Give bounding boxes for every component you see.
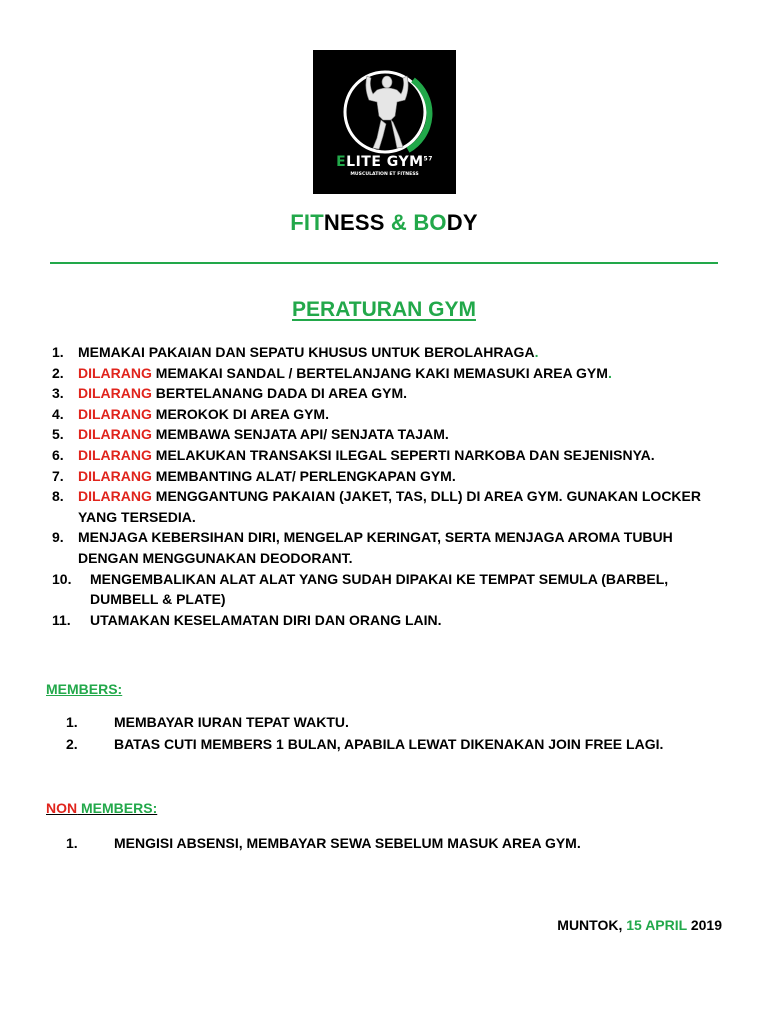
rule-prohibited-label: DILARANG — [78, 467, 152, 484]
non-members-heading-non: NON — [46, 800, 78, 816]
rule-text — [90, 610, 732, 631]
bodybuilder-figure-icon — [366, 76, 408, 149]
rule-body: MENGGANTUNG PAKAIAN (JAKET, TAS, DLL) DI AREA GYM. GUNAKAN LOCKER YANG TERSEDIA. — [78, 488, 701, 525]
rule-body: MEMAKAI SANDAL / BERTELANJANG KAKI MEMASUKI AREA GYM — [151, 364, 608, 381]
rule-prohibited-label: DILARANG — [78, 405, 152, 422]
date-text: 15 APRIL — [626, 917, 687, 933]
place-text: MUNTOK, — [557, 917, 627, 933]
rule-body: MENJAGA KEBERSIHAN DIRI, MENGELAP KERINGAT, SERTA MENJAGA AROMA TUBUH DENGAN MENGGUNAKAN DEODORANT. — [78, 529, 673, 566]
rule-body: BERTELANANG DADA DI AREA GYM. — [151, 385, 408, 402]
rule-prohibited-label: DILARANG — [78, 446, 152, 463]
rule-text — [78, 527, 732, 568]
non-members-heading-members: MEMBERS: — [77, 800, 158, 816]
rule-prohibited-label: DILARANG — [78, 488, 152, 505]
title-part-dy: DY — [446, 210, 478, 235]
page-title — [0, 210, 768, 236]
rule-number: 4. — [52, 405, 64, 422]
rule-text — [78, 486, 732, 527]
list-item-number: 2. — [66, 736, 78, 752]
rule-item — [52, 342, 732, 363]
rule-body: MENGEMBALIKAN ALAT ALAT YANG SUDAH DIPAKAI KE TEMPAT SEMULA (BARBEL, DUMBELL & PLATE) — [90, 570, 669, 608]
rule-number: 9. — [52, 529, 64, 546]
title-part-ness: NESS — [323, 210, 391, 235]
list-item-number: 1. — [66, 835, 78, 851]
list-item-text: MENGISI ABSENSI, MEMBAYAR SEWA SEBELUM MASUK AREA GYM. — [114, 835, 581, 851]
rule-body: MEMBAWA SENJATA API/ SENJATA TAJAM. — [151, 426, 449, 443]
section-title: PERATURAN GYM — [292, 298, 476, 321]
elite-gym-logo — [313, 50, 456, 194]
list-item-number: 1. — [66, 714, 78, 730]
rule-number: 2. — [52, 364, 64, 381]
members-list — [66, 711, 746, 755]
logo-superscript: 57 — [423, 155, 433, 163]
rule-text — [78, 383, 732, 404]
logo-tagline: MUSCULATION ET FITNESS — [350, 172, 419, 177]
logo-wordmark — [313, 154, 456, 170]
members-heading: MEMBERS: — [46, 681, 123, 697]
rule-text — [78, 363, 732, 384]
rule-text — [78, 342, 732, 363]
rule-body: UTAMAKAN KESELAMATAN DIRI DAN ORANG LAIN. — [90, 611, 442, 628]
rule-item — [52, 527, 732, 568]
rule-text — [90, 569, 732, 610]
rule-number: 10. — [52, 570, 72, 587]
rule-suffix: . — [534, 344, 539, 360]
rule-number: 11. — [52, 611, 71, 628]
list-item-text: MEMBAYAR IURAN TEPAT WAKTU. — [114, 714, 349, 730]
logo-wordmark-e: E — [336, 154, 347, 170]
rule-body: MEMAKAI PAKAIAN DAN SEPATU KHUSUS UNTUK BEROLAHRAGA — [78, 344, 535, 360]
rule-text — [78, 404, 732, 425]
rule-text — [78, 466, 732, 487]
rule-number: 6. — [52, 446, 64, 463]
rule-suffix: . — [607, 364, 612, 381]
rule-number: 1. — [52, 344, 64, 360]
rule-prohibited-label: DILARANG — [78, 385, 152, 402]
non-members-heading — [46, 800, 157, 816]
rule-text — [78, 424, 732, 445]
rule-item — [52, 610, 732, 631]
logo-wordmark-rest: LITE GYM — [346, 154, 424, 170]
rule-item — [52, 383, 732, 404]
rule-text — [78, 445, 732, 466]
rule-number: 5. — [52, 426, 64, 443]
rule-prohibited-label: DILARANG — [78, 364, 152, 381]
list-item — [66, 832, 746, 854]
divider-line — [50, 262, 718, 264]
rule-prohibited-label: DILARANG — [78, 426, 152, 443]
rule-body: MEMBANTING ALAT/ PERLENGKAPAN GYM. — [151, 467, 456, 484]
place-date — [557, 917, 722, 933]
rule-item — [52, 404, 732, 425]
rule-number: 3. — [52, 385, 64, 402]
non-members-list — [66, 832, 746, 854]
list-item-text: BATAS CUTI MEMBERS 1 BULAN, APABILA LEWAT DIKENAKAN JOIN FREE LAGI. — [114, 736, 664, 752]
rule-item — [52, 466, 732, 487]
list-item — [66, 733, 746, 755]
rule-item — [52, 569, 732, 610]
rule-item — [52, 486, 732, 527]
rule-body: MEROKOK DI AREA GYM. — [151, 405, 329, 422]
list-item — [66, 711, 746, 733]
rule-item — [52, 424, 732, 445]
title-part-and-bo: & BO — [390, 210, 447, 235]
rule-item — [52, 363, 732, 384]
rule-item — [52, 445, 732, 466]
rule-number: 8. — [52, 488, 64, 505]
rules-list — [52, 342, 732, 630]
rule-body: MELAKUKAN TRANSAKSI ILEGAL SEPERTI NARKOBA DAN SEJENISNYA. — [151, 446, 655, 463]
rule-number: 7. — [52, 467, 64, 484]
year-text: 2019 — [686, 917, 722, 933]
title-part-fit: FIT — [290, 210, 324, 235]
